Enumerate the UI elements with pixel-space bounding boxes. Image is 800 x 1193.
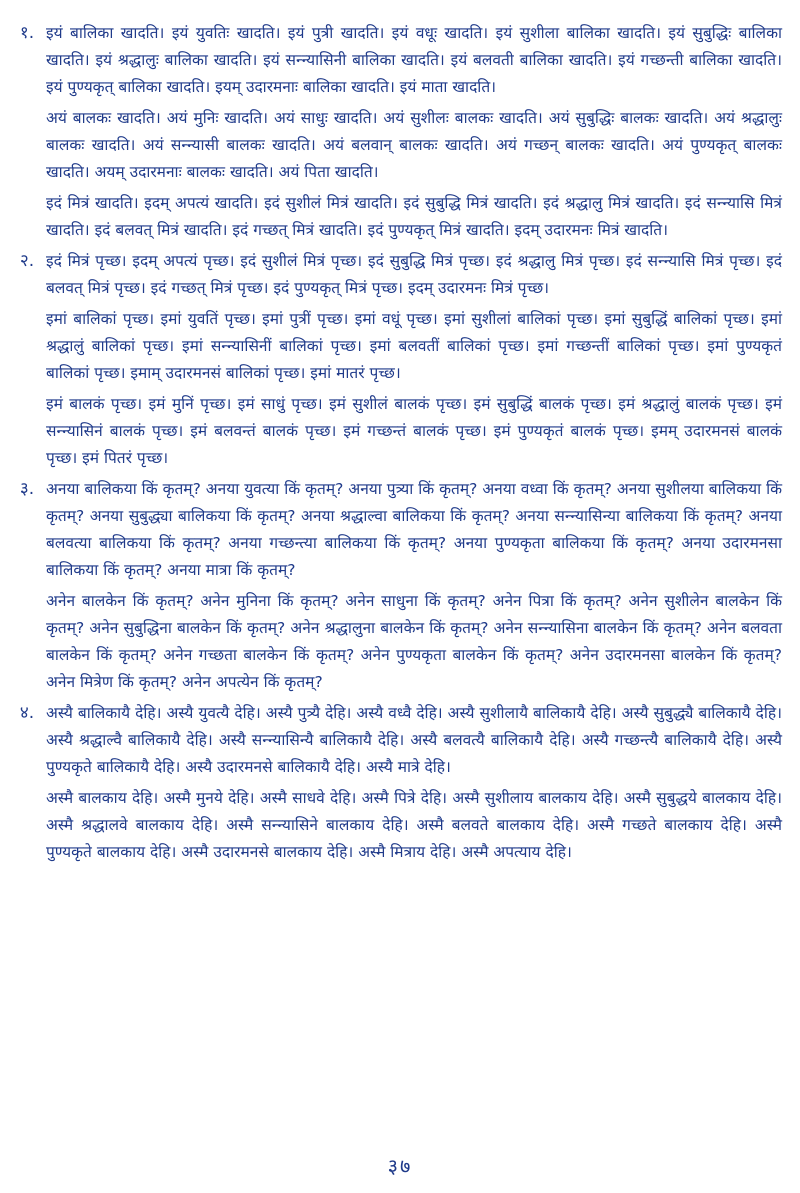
exercise-body [46, 476, 782, 700]
exercise-2 [8, 248, 782, 476]
paragraph: इमं बालकं पृच्छ। इमं मुनिं पृच्छ। इमं साधुं पृच्छ। इमं सुशीलं बालकं पृच्छ। इमं सुबुद्धिं बालकं पृच्छ। इमं श्रद्धालुं बालकं पृच्छ। इमं सन्न्यासिनं बालकं पृच्छ। इमं बलवन्तं बालकं पृच्छ। इमं गच्छन्तं बालकं पृच्छ। इमं पुण्यकृतं बालकं पृच्छ। इमम् उदारमनसं बालकं पृच्छ। इमं पितरं पृच्छ। [46, 395, 782, 467]
exercise-body [46, 700, 782, 870]
exercise-3 [8, 476, 782, 700]
exercise-4 [8, 700, 782, 870]
exercise-number: १. [19, 23, 35, 43]
paragraph: इमां बालिकां पृच्छ। इमां युवतिं पृच्छ। इमां पुत्रीं पृच्छ। इमां वधूं पृच्छ। इमां सुशीलां बालिकां पृच्छ। इमां सुबुद्धिं बालिकां पृच्छ। इमां श्रद्धालुं बालिकां पृच्छ। इमां सन्न्यासिनीं बालिकां पृच्छ। इमां बलवतीं बालिकां पृच्छ। इमां गच्छन्तीं बालिकां पृच्छ। इमां पुण्यकृतं बालिकां पृच्छ। इमाम् उदारमनसं बालिकां पृच्छ। इमां मातरं पृच्छ। [46, 310, 782, 382]
page-number: ३७ [387, 1154, 413, 1178]
exercise-number: ४. [19, 703, 35, 723]
paragraph: इदं मित्रं खादति। इदम् अपत्यं खादति। इदं सुशीलं मित्रं खादति। इदं सुबुद्धि मित्रं खादति। इदं श्रद्धालु मित्रं खादति। इदं सन्न्यासि मित्रं खादति। इदं बलवत् मित्रं खादति। इदं गच्छत् मित्रं खादति। इदं पुण्यकृत् मित्रं खादति। इदम् उदारमनः मित्रं खादति। [46, 194, 782, 239]
paragraph: अस्मै बालकाय देहि। अस्मै मुनये देहि। अस्मै साधवे देहि। अस्मै पित्रे देहि। अस्मै सुशीलाय बालकाय देहि। अस्मै सुबुद्धये बालकाय देहि। अस्मै श्रद्धालवे बालकाय देहि। अस्मै सन्न्यासिने बालकाय देहि। अस्मै बलवते बालकाय देहि। अस्मै गच्छते बालकाय देहि। अस्मै पुण्यकृते बालकाय देहि। अस्मै उदारमनसे बालकाय देहि। अस्मै मित्राय देहि। अस्मै अपत्याय देहि। [46, 789, 782, 861]
paragraph: अस्यै बालिकायै देहि। अस्यै युवत्यै देहि। अस्यै पुत्र्यै देहि। अस्यै वध्वै देहि। अस्यै सुशीलायै बालिकायै देहि। अस्यै सुबुद्ध्यै बालिकायै देहि। अस्यै श्रद्धाल्वै बालिकायै देहि। अस्यै सन्न्यासिन्यै बालिकायै देहि। अस्यै बलवत्यै बालिकायै देहि। अस्यै गच्छन्त्यै बालिकायै देहि। अस्यै पुण्यकृते बालिकायै देहि। अस्यै उदारमनसे बालिकायै देहि। अस्यै मात्रे देहि। [46, 704, 782, 776]
exercise-body [46, 20, 782, 248]
paragraph: अनया बालिकया किं कृतम्? अनया युवत्या किं कृतम्? अनया पुत्र्या किं कृतम्? अनया वध्वा किं कृतम्? अनया सुशीलया बालिकया किं कृतम्? अनया सुबुद्ध्या बालिकया किं कृतम्? अनया श्रद्धाल्वा बालिकया किं कृतम्? अनया सन्न्यासिन्या बालिकया किं कृतम्? अनया बलवत्या बालिकया किं कृतम्? अनया गच्छन्त्या बालिकया किं कृतम्? अनया पुण्यकृता बालिकया किं कृतम्? अनया उदारमनसा बालिकया किं कृतम्? अनया मात्रा किं कृतम्? [46, 480, 782, 579]
paragraph: इदं मित्रं पृच्छ। इदम् अपत्यं पृच्छ। इदं सुशीलं मित्रं पृच्छ। इदं सुबुद्धि मित्रं पृच्छ। इदं श्रद्धालु मित्रं पृच्छ। इदं सन्न्यासि मित्रं पृच्छ। इदं बलवत् मित्रं पृच्छ। इदं गच्छत् मित्रं पृच्छ। इदं पुण्यकृत् मित्रं पृच्छ। इदम् उदारमनः मित्रं पृच्छ। [46, 252, 782, 297]
exercise-body [46, 248, 782, 476]
paragraph: अनेन बालकेन किं कृतम्? अनेन मुनिना किं कृतम्? अनेन साधुना किं कृतम्? अनेन पित्रा किं कृतम्? अनेन सुशीलेन बालकेन किं कृतम्? अनेन सुबुद्धिना बालकेन किं कृतम्? अनेन श्रद्धालुना बालकेन किं कृतम्? अनेन सन्न्यासिना बालकेन किं कृतम्? अनेन बलवता बालकेन किं कृतम्? अनेन गच्छता बालकेन किं कृतम्? अनेन पुण्यकृता बालकेन किं कृतम्? अनेन उदारमनसा बालकेन किं कृतम्? अनेन मित्रेण किं कृतम्? अनेन अपत्येन किं कृतम्? [46, 592, 782, 691]
exercise-number: ३. [19, 479, 35, 499]
exercise-number: २. [19, 251, 35, 271]
paragraph: इयं बालिका खादति। इयं युवतिः खादति। इयं पुत्री खादति। इयं वधूः खादति। इयं सुशीला बालिका खादति। इयं सुबुद्धिः बालिका खादति। इयं श्रद्धालुः बालिका खादति। इयं सन्न्यासिनी बालिका खादति। इयं बलवती बालिका खादति। इयं गच्छन्ती बालिका खादति। इयं पुण्यकृत् बालिका खादति। इयम् उदारमनाः बालिका खादति। इयं माता खादति। [46, 24, 782, 96]
exercise-1 [8, 20, 782, 248]
paragraph: अयं बालकः खादति। अयं मुनिः खादति। अयं साधुः खादति। अयं सुशीलः बालकः खादति। अयं सुबुद्धिः बालकः खादति। अयं श्रद्धालुः बालकः खादति। अयं सन्न्यासी बालकः खादति। अयं बलवान् बालकः खादति। अयं गच्छन् बालकः खादति। अयं पुण्यकृत् बालकः खादति। अयम् उदारमनाः बालकः खादति। अयं पिता खादति। [46, 109, 782, 181]
